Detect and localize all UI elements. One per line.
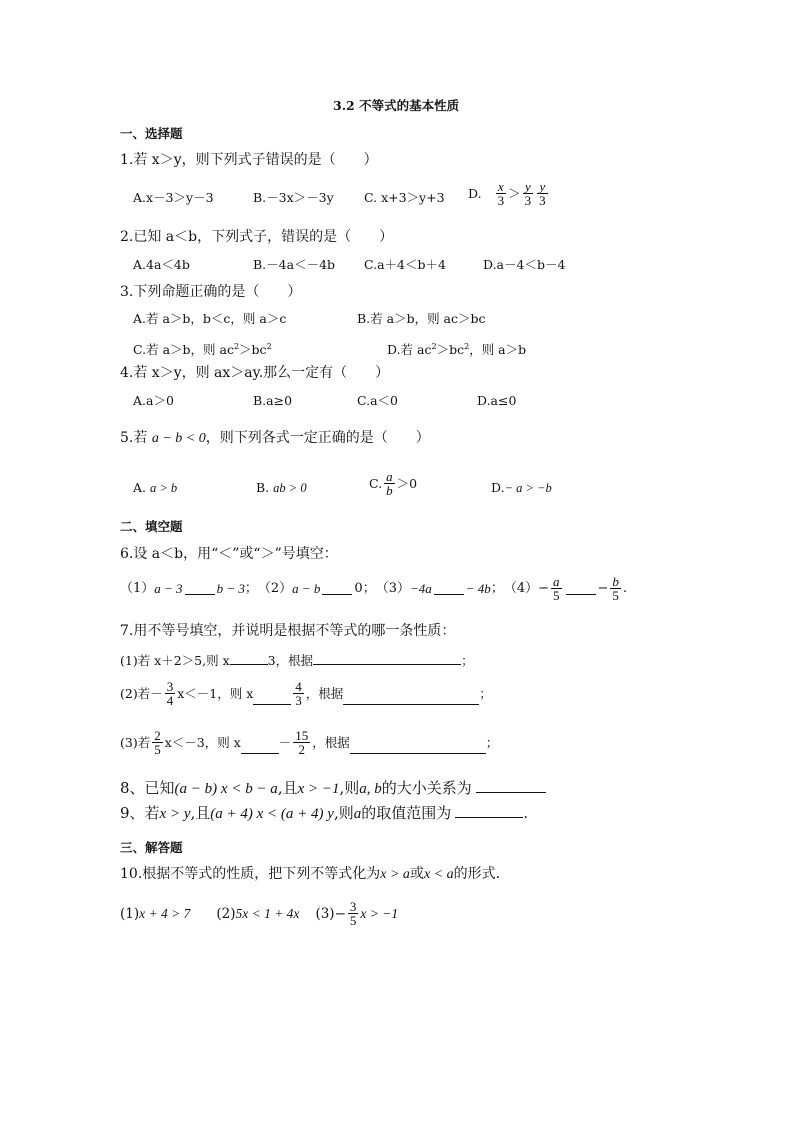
q5-option-a: A. a > b — [133, 480, 178, 495]
q1-d-frac1: $\frac{x}{3}$ — [497, 179, 505, 208]
q5-option-d: D.− a > −b — [491, 480, 552, 495]
question-3-stem: 3.下列命题正确的是（ ） — [120, 284, 302, 300]
question-1-stem: 1.若 x＞y，则下列式子错误的是（ ） — [120, 152, 378, 168]
q6-blank-4[interactable] — [566, 582, 596, 595]
q1-option-a: A.x－3＞y－3 — [133, 190, 214, 205]
question-8: 8、已知(a − b) x < b − a,且x > −1,则a, b的大小关系为 — [120, 778, 546, 799]
q8-blank[interactable] — [476, 780, 546, 793]
section-heading-solve: 三、解答题 — [120, 840, 183, 855]
q6-blank-3[interactable] — [434, 582, 464, 595]
q1-option-b: B.－3x＞－3y — [253, 190, 334, 205]
q7-blank-3b[interactable] — [350, 741, 486, 754]
question-2-stem: 2.已知 a＜b，下列式子，错误的是（ ） — [120, 229, 394, 245]
q4-option-a: A.a＞0 — [133, 393, 174, 408]
q7-blank-1a[interactable] — [230, 652, 268, 665]
q1-option-d — [468, 180, 550, 207]
question-7-stem: 7.用不等号填空，并说明是根据不等式的哪一条性质： — [120, 623, 456, 639]
question-10-stem: 10.根据不等式的性质，把下列不等式化为x > a或x < a的形式. — [120, 866, 501, 882]
question-4-stem: 4.若 x＞y，则 ax＞ay.那么一定有（ ） — [120, 365, 390, 381]
q3-option-a: A.若 a＞b，b＜c，则 a＞c — [133, 311, 287, 326]
q7-blank-2a[interactable] — [253, 692, 291, 705]
q2-option-a: A.4a＜4b — [133, 257, 190, 272]
q2-option-b: B.－4a＜－4b — [253, 257, 336, 272]
q1-d-frac2: $\frac{y}{3}$ — [524, 179, 532, 208]
q1-option-c: C. x+3＞y+3 — [364, 190, 445, 205]
q7-blank-3a[interactable] — [241, 741, 279, 754]
page-title: 3.2 不等式的基本性质 — [333, 98, 460, 113]
q3-option-d: D.若 $ac^2>bc^2$，则 a＞b — [387, 342, 527, 358]
q6-blank-1[interactable] — [185, 582, 215, 595]
q9-blank[interactable] — [455, 805, 523, 818]
q7-blank-1b[interactable] — [313, 652, 461, 665]
q6-blank-2[interactable] — [322, 582, 352, 595]
q5-option-b: B. ab > 0 — [256, 480, 307, 495]
question-10-parts: (1) x + 4 > 7 (2) 5x < 1 + 4x (3) − $\frac{3}{5}$ x > −1 — [120, 899, 399, 928]
q4-option-c: C.a＜0 — [357, 393, 398, 408]
section-heading-fill: 二、填空题 — [120, 519, 183, 534]
q2-option-d: D.a－4＜b－4 — [483, 257, 566, 272]
question-5-stem: 5.若 a − b < 0，则下列各式一定正确的是（ ） — [120, 430, 430, 446]
q1-d-label: D. — [468, 185, 482, 201]
q4-option-d: D.a≤0 — [477, 393, 517, 408]
q3-option-b: B.若 a＞b，则 ac＞bc — [357, 311, 486, 326]
q7-blank-2b[interactable] — [343, 692, 479, 705]
q1-d-op: ＞ — [508, 185, 521, 201]
q7-part-3: (3)若 $\frac{2}{5}$ x＜－3，则 x － $\frac{15}{2}$ ，根据 ； — [120, 728, 499, 757]
question-6-stem: 6.设 a＜b，用“＜”或“＞”号填空： — [120, 546, 338, 562]
q4-option-b: B.a≥0 — [253, 393, 293, 408]
q7-part-2: (2)若－ $\frac{3}{4}$ x＜－1，则 x $\frac{4}{3}$ ，根据 ； — [120, 679, 492, 708]
question-9: 9、若x > y,且(a + 4) x < (a + 4) y,则a的取值范围为 . — [120, 804, 529, 822]
q5-option-c: C. $\frac{a}{b}$ ＞0 — [369, 469, 418, 498]
q2-option-c: C.a＋4＜b＋4 — [364, 257, 446, 272]
question-6-parts: （1） a − 3 b − 3 ； （2） a − b 0 ； （3） −4a − 4b ； （4） − $\frac{a}{5}$ − $\frac{b}{5}$ . — [120, 574, 628, 603]
q1-d-frac3: $\frac{y}{3}$ — [539, 179, 546, 208]
q7-part-1: (1)若 x＋2＞5,则 x 3，根据 ； — [120, 653, 474, 668]
section-heading-choice: 一、选择题 — [120, 126, 183, 141]
q3-option-c: C.若 a＞b，则 $ac^2>bc^2$ — [133, 342, 272, 358]
